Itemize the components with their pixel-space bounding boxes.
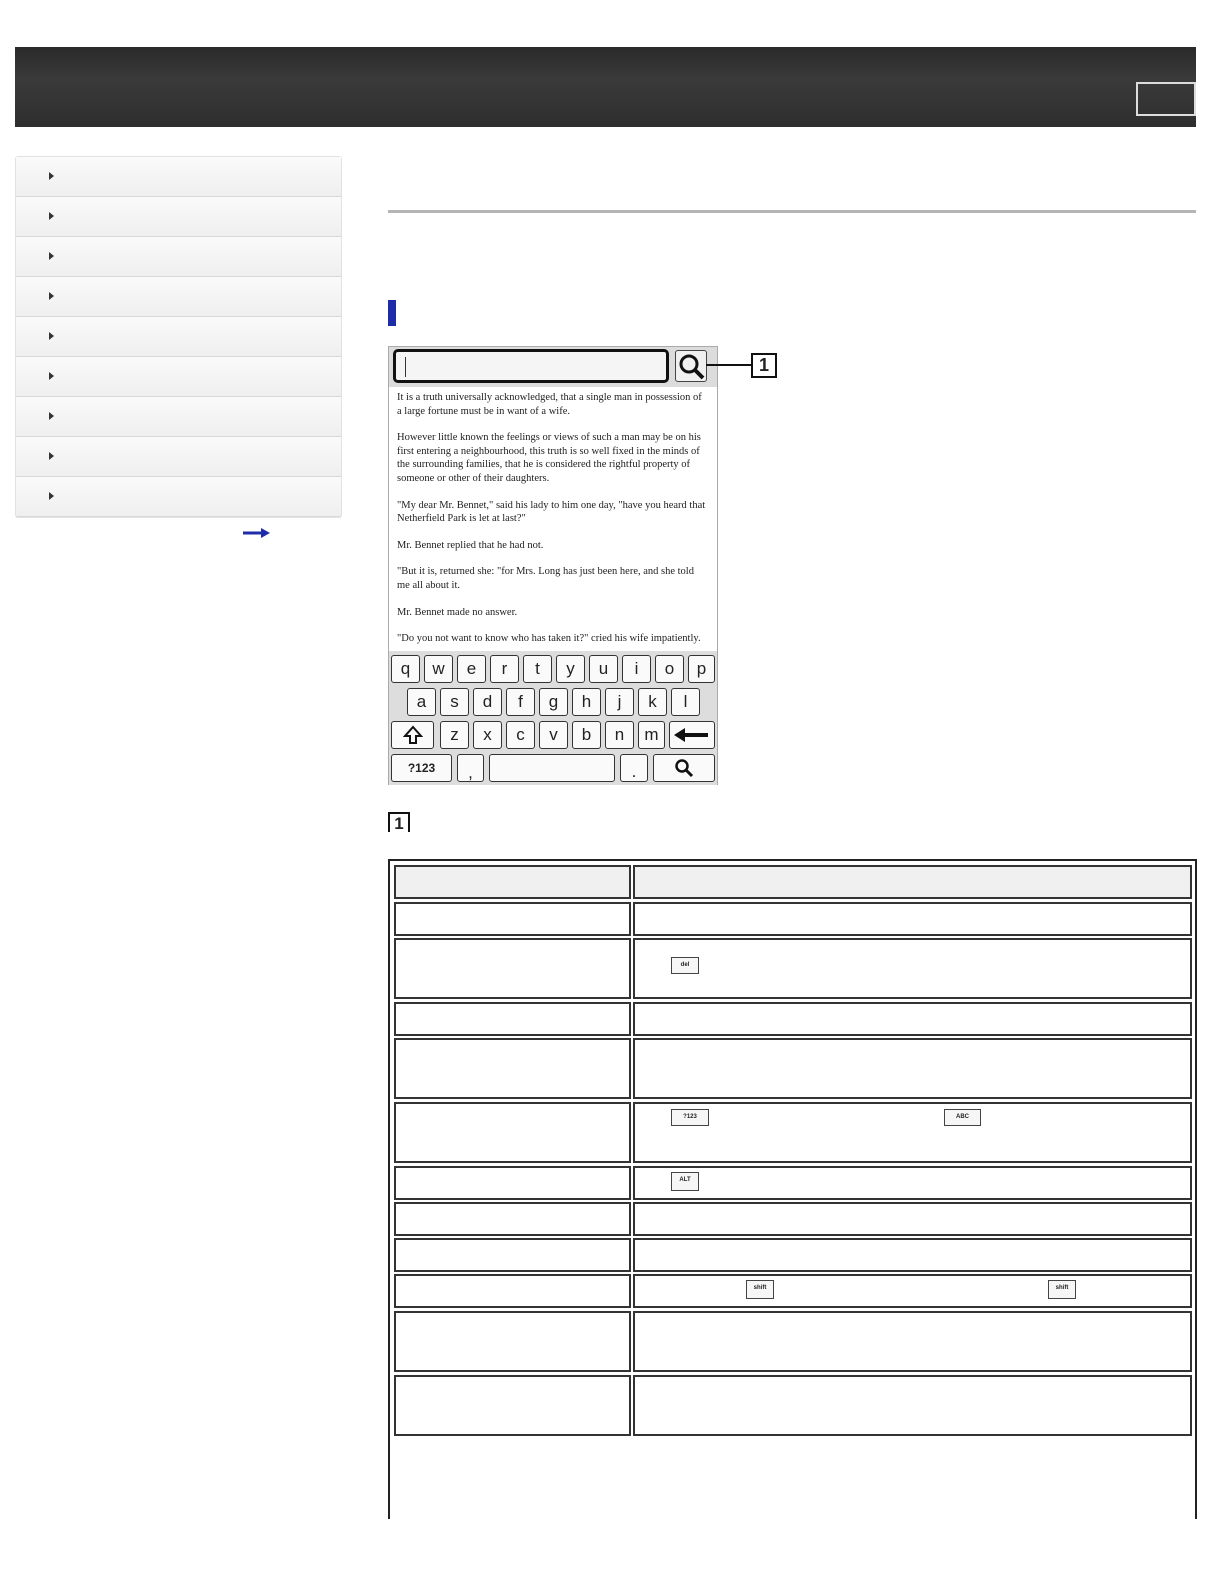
key-m[interactable]: m (638, 721, 665, 749)
search-input[interactable] (393, 349, 669, 383)
caret-right-icon (49, 492, 54, 500)
magnifier-icon (676, 351, 706, 381)
key-w[interactable]: w (424, 655, 453, 683)
table-cell (633, 938, 1192, 999)
table-cell (394, 938, 631, 999)
key-u[interactable]: u (589, 655, 618, 683)
table-cell (633, 1166, 1192, 1200)
right-arrow-icon[interactable] (243, 527, 270, 539)
table-cell (394, 1375, 631, 1436)
key-g[interactable]: g (539, 688, 568, 716)
caret-right-icon (49, 212, 54, 220)
table-cell (633, 1038, 1192, 1099)
header-bar (15, 47, 1196, 127)
mode-key[interactable]: ?123 (391, 754, 452, 782)
reader-screenshot (388, 346, 718, 785)
caret-right-icon (49, 252, 54, 260)
key-d[interactable]: d (473, 688, 502, 716)
table-cell (633, 1202, 1192, 1236)
table-cell (394, 1202, 631, 1236)
section-label-number: 1 (388, 812, 410, 832)
paragraph: However little known the feelings or views of such a man may be on his first entering a neighbourhood, this truth is so well fixed in the minds of the surrounding families, that he is considered the rightful property of someone or other of their daughters. (397, 432, 701, 484)
sidebar-item-4[interactable] (16, 277, 341, 317)
sidebar-item-7[interactable] (16, 397, 341, 437)
key-j[interactable]: j (605, 688, 634, 716)
table-cell (633, 1274, 1192, 1308)
magnifier-icon (674, 758, 694, 778)
paragraph: "My dear Mr. Bennet," said his lady to him one day, "have you heard that Netherfield Park is let at last?" (397, 499, 706, 525)
backspace-key[interactable] (669, 721, 715, 749)
key-o[interactable]: o (655, 655, 684, 683)
abc-key-icon: ABC (944, 1109, 981, 1126)
key-c[interactable]: c (506, 721, 535, 749)
key-k[interactable]: k (638, 688, 667, 716)
table-header-cell (394, 865, 631, 899)
table-cell (633, 1238, 1192, 1272)
table-cell (394, 1166, 631, 1200)
alt-key-icon: ALT (671, 1172, 699, 1191)
key-function-table (388, 859, 1197, 1519)
table-cell (633, 1311, 1192, 1372)
num-key-icon: ?123 (671, 1109, 709, 1126)
search-key[interactable] (653, 754, 715, 782)
key-l[interactable]: l (671, 688, 700, 716)
key-s[interactable]: s (440, 688, 469, 716)
key-r[interactable]: r (490, 655, 519, 683)
section-marker (388, 300, 396, 326)
key-b[interactable]: b (572, 721, 601, 749)
table-header-cell (633, 865, 1192, 899)
key-a[interactable]: a (407, 688, 436, 716)
key-t[interactable]: t (523, 655, 552, 683)
book-text-area (389, 387, 717, 651)
sidebar-nav (15, 156, 342, 518)
sidebar-item-3[interactable] (16, 237, 341, 277)
shift-arrow-icon (403, 725, 423, 745)
header-button[interactable] (1136, 82, 1196, 116)
key-y[interactable]: y (556, 655, 585, 683)
search-bar (389, 347, 717, 387)
caret-right-icon (49, 372, 54, 380)
caret-right-icon (49, 452, 54, 460)
paragraph: Mr. Bennet replied that he had not. (397, 539, 544, 551)
table-cell (394, 1038, 631, 1099)
table-cell (394, 1238, 631, 1272)
table-cell (633, 902, 1192, 936)
key-v[interactable]: v (539, 721, 568, 749)
key-h[interactable]: h (572, 688, 601, 716)
shift-key-icon: shift (746, 1280, 774, 1299)
table-cell (394, 902, 631, 936)
table-cell (394, 1274, 631, 1308)
key-n[interactable]: n (605, 721, 634, 749)
paragraph: "But it is, returned she: "for Mrs. Long has just been here, and she told me all about it. (397, 566, 694, 591)
key-q[interactable]: q (391, 655, 420, 683)
caret-right-icon (49, 292, 54, 300)
paragraph: It is a truth universally acknowledged, that a single man in possession of a large fortune must be in want of a wife. (397, 392, 702, 417)
sidebar-item-9[interactable] (16, 477, 341, 517)
callout-line (706, 364, 751, 366)
shift-key-icon: shift (1048, 1280, 1076, 1299)
period-key[interactable]: . (620, 754, 648, 782)
table-cell (633, 1102, 1192, 1163)
paragraph: "Do you not want to know who has taken it?" cried his wife impatiently. (397, 633, 701, 645)
left-arrow-icon (674, 727, 710, 743)
sidebar-item-6[interactable] (16, 357, 341, 397)
shift-key[interactable] (391, 721, 434, 749)
caret-right-icon (49, 172, 54, 180)
table-cell (633, 1375, 1192, 1436)
onscreen-keyboard (389, 651, 717, 785)
key-p[interactable]: p (688, 655, 715, 683)
search-button[interactable] (675, 350, 707, 382)
table-cell (394, 1002, 631, 1036)
comma-key[interactable]: , (457, 754, 484, 782)
callout-number: 1 (751, 353, 777, 378)
sidebar-item-1[interactable] (16, 157, 341, 197)
sidebar-item-2[interactable] (16, 197, 341, 237)
space-key[interactable] (489, 754, 615, 782)
key-z[interactable]: z (440, 721, 469, 749)
key-i[interactable]: i (622, 655, 651, 683)
key-e[interactable]: e (457, 655, 486, 683)
caret-right-icon (49, 332, 54, 340)
table-cell (633, 1002, 1192, 1036)
key-x[interactable]: x (473, 721, 502, 749)
title-divider (388, 210, 1196, 213)
key-f[interactable]: f (506, 688, 535, 716)
table-cell (394, 1102, 631, 1163)
del-key-icon: del (671, 957, 699, 974)
caret-right-icon (49, 412, 54, 420)
sidebar-item-8[interactable] (16, 437, 341, 477)
paragraph: Mr. Bennet made no answer. (397, 606, 518, 618)
sidebar-item-5[interactable] (16, 317, 341, 357)
table-cell (394, 1311, 631, 1372)
